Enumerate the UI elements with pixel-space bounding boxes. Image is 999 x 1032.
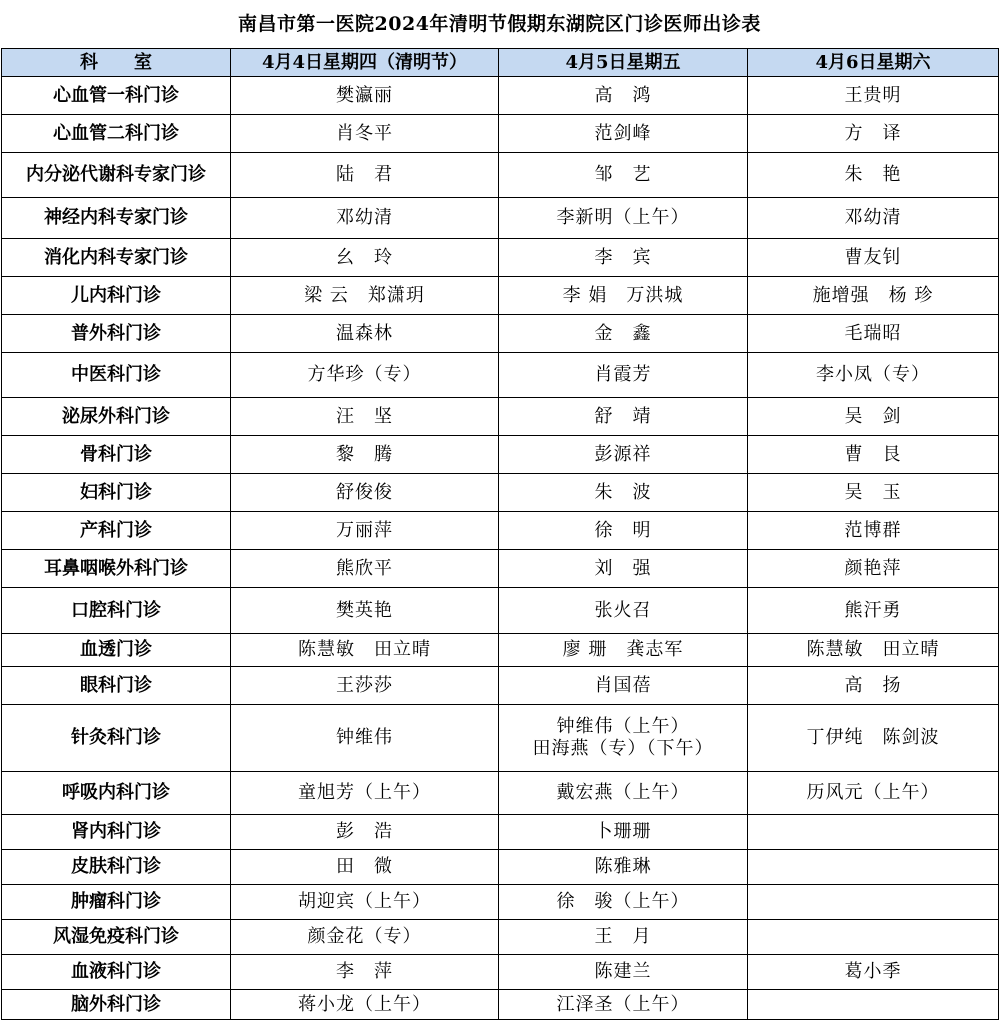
doctor-cell-day-3: 方 译 [748,115,999,153]
doctor-cell-day-1: 邓幼清 [231,198,499,239]
doctor-cell-day-3: 吴 玉 [748,474,999,512]
doctor-cell-day-2: 朱 波 [499,474,748,512]
department-cell: 心血管一科门诊 [2,77,231,115]
doctor-cell-day-3: 高 扬 [748,667,999,705]
table-row [2,634,999,667]
table-row [2,920,999,955]
department-cell: 肿瘤科门诊 [2,885,231,920]
doctor-cell-day-1: 樊英艳 [231,588,499,634]
doctor-cell-day-1: 胡迎宾（上午） [231,885,499,920]
doctor-cell-day-2: 徐 骏（上午） [499,885,748,920]
doctor-cell-day-2: 高 鸿 [499,77,748,115]
doctor-cell-day-3: 历风元（上午） [748,772,999,815]
doctor-cell-day-1: 舒俊俊 [231,474,499,512]
table-row [2,990,999,1020]
doctor-cell-day-2: 李新明（上午） [499,198,748,239]
table-row [2,955,999,990]
doctor-cell-day-2: 江泽圣（上午） [499,990,748,1020]
doctor-cell-day-2: 舒 靖 [499,398,748,436]
department-cell: 肾内科门诊 [2,815,231,850]
doctor-cell-day-1: 陆 君 [231,153,499,198]
doctor-cell-day-3: 熊汗勇 [748,588,999,634]
doctor-cell-day-2: 李 娟 万洪城 [499,277,748,315]
doctor-cell-day-3: 朱 艳 [748,153,999,198]
department-cell: 内分泌代谢科专家门诊 [2,153,231,198]
department-cell: 眼科门诊 [2,667,231,705]
doctor-cell-day-1: 田 微 [231,850,499,885]
header-day-3: 4月6日星期六 [748,49,999,77]
table-row [2,398,999,436]
doctor-cell-day-2: 范剑峰 [499,115,748,153]
doctor-cell-day-1: 李 萍 [231,955,499,990]
doctor-cell-day-2: 金 鑫 [499,315,748,353]
schedule-table [1,48,999,1020]
doctor-cell-day-3 [748,990,999,1020]
table-row [2,850,999,885]
header-day-1: 4月4日星期四（清明节） [231,49,499,77]
table-row [2,115,999,153]
table-row [2,667,999,705]
department-cell: 妇科门诊 [2,474,231,512]
doctor-cell-day-1: 陈慧敏 田立晴 [231,634,499,667]
header-department: 科 室 [2,49,231,77]
department-cell: 神经内科专家门诊 [2,198,231,239]
doctor-cell-day-3: 葛小季 [748,955,999,990]
doctor-cell-day-2: 肖霞芳 [499,353,748,398]
doctor-cell-day-1: 颜金花（专） [231,920,499,955]
table-row [2,512,999,550]
doctor-cell-day-2: 廖 珊 龚志军 [499,634,748,667]
doctor-cell-day-1: 彭 浩 [231,815,499,850]
table-row [2,353,999,398]
department-cell: 普外科门诊 [2,315,231,353]
doctor-cell-day-2: 李 宾 [499,239,748,277]
doctor-cell-day-2: 彭源祥 [499,436,748,474]
department-cell: 针灸科门诊 [2,705,231,772]
doctor-cell-day-3: 王贵明 [748,77,999,115]
department-cell: 消化内科专家门诊 [2,239,231,277]
doctor-cell-day-1: 童旭芳（上午） [231,772,499,815]
department-cell: 泌尿外科门诊 [2,398,231,436]
doctor-cell-day-3: 曹 艮 [748,436,999,474]
doctor-cell-day-3 [748,885,999,920]
table-row [2,705,999,772]
table-row [2,277,999,315]
table-row [2,885,999,920]
department-cell: 血透门诊 [2,634,231,667]
doctor-cell-day-3: 吴 剑 [748,398,999,436]
table-body [2,77,999,1020]
department-cell: 风湿免疫科门诊 [2,920,231,955]
table-header-row [2,49,999,77]
department-cell: 耳鼻咽喉外科门诊 [2,550,231,588]
doctor-cell-day-1: 幺 玲 [231,239,499,277]
table-row [2,239,999,277]
department-cell: 产科门诊 [2,512,231,550]
doctor-cell-day-2: 陈建兰 [499,955,748,990]
table-row [2,153,999,198]
doctor-cell-day-1: 方华珍（专） [231,353,499,398]
doctor-cell-day-3: 范博群 [748,512,999,550]
doctor-cell-day-1: 肖冬平 [231,115,499,153]
doctor-cell-day-3: 颜艳萍 [748,550,999,588]
doctor-cell-day-3: 邓幼清 [748,198,999,239]
table-row [2,198,999,239]
doctor-cell-day-2: 徐 明 [499,512,748,550]
doctor-cell-day-1: 熊欣平 [231,550,499,588]
doctor-cell-day-3 [748,850,999,885]
doctor-cell-day-2: 张火召 [499,588,748,634]
doctor-cell-day-2: 钟维伟（上午） 田海燕（专）（下午） [499,705,748,772]
doctor-cell-day-3 [748,920,999,955]
doctor-cell-day-1: 蒋小龙（上午） [231,990,499,1020]
department-cell: 血液科门诊 [2,955,231,990]
doctor-cell-day-2: 刘 强 [499,550,748,588]
doctor-cell-day-2: 王 月 [499,920,748,955]
table-row [2,474,999,512]
doctor-cell-day-2: 肖国蓓 [499,667,748,705]
department-cell: 儿内科门诊 [2,277,231,315]
department-cell: 口腔科门诊 [2,588,231,634]
page-title: 南昌市第一医院2024年清明节假期东湖院区门诊医师出诊表 [238,13,761,35]
table-row [2,588,999,634]
doctor-cell-day-1: 王莎莎 [231,667,499,705]
table-row [2,77,999,115]
table-row [2,815,999,850]
doctor-cell-day-3: 丁伊纯 陈剑波 [748,705,999,772]
table-row [2,772,999,815]
doctor-cell-day-1: 万丽萍 [231,512,499,550]
doctor-cell-day-2: 戴宏燕（上午） [499,772,748,815]
doctor-cell-day-1: 梁 云 郑潇玥 [231,277,499,315]
doctor-cell-day-3: 曹友钊 [748,239,999,277]
department-cell: 骨科门诊 [2,436,231,474]
doctor-cell-day-3: 施增强 杨 珍 [748,277,999,315]
doctor-cell-day-1: 汪 坚 [231,398,499,436]
table-row [2,550,999,588]
department-cell: 心血管二科门诊 [2,115,231,153]
doctor-cell-day-2: 邹 艺 [499,153,748,198]
doctor-cell-day-2: 卜珊珊 [499,815,748,850]
department-cell: 呼吸内科门诊 [2,772,231,815]
doctor-cell-day-1: 樊瀛丽 [231,77,499,115]
doctor-cell-day-1: 温森林 [231,315,499,353]
header-day-2: 4月5日星期五 [499,49,748,77]
doctor-cell-day-3: 陈慧敏 田立晴 [748,634,999,667]
doctor-cell-day-3 [748,815,999,850]
department-cell: 皮肤科门诊 [2,850,231,885]
department-cell: 中医科门诊 [2,353,231,398]
department-cell: 脑外科门诊 [2,990,231,1020]
doctor-cell-day-3: 李小凤（专） [748,353,999,398]
table-row [2,436,999,474]
doctor-cell-day-2: 陈雅琳 [499,850,748,885]
doctor-cell-day-1: 钟维伟 [231,705,499,772]
doctor-cell-day-3: 毛瑞昭 [748,315,999,353]
doctor-cell-day-1: 黎 腾 [231,436,499,474]
table-row [2,315,999,353]
